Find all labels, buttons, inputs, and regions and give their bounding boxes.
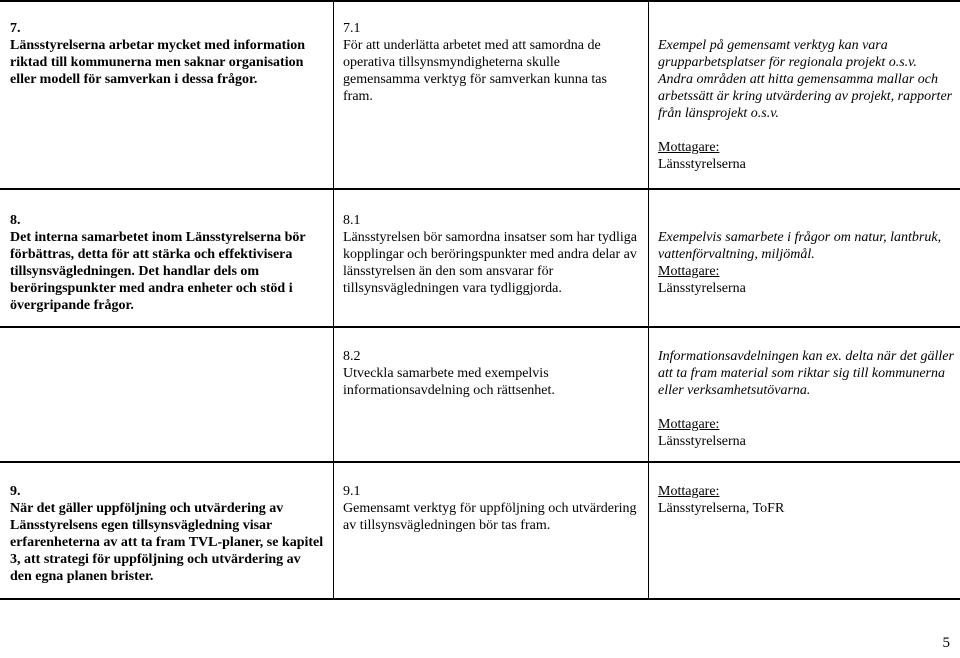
problem-text: När det gäller uppföljning och utvärdering av Länsstyrelsens egen tillsynsvägledning visar erfarenheterna av att ta fram TVL-planer, se kapitel 3, att strategi för uppföljning och utvärdering av den egna planen brister. [10,501,324,584]
recipient-label: Mottagare: [658,484,720,499]
example-cell-8-1 [658,229,954,297]
recipient-label: Mottagare: [658,264,720,279]
recipient: Länsstyrelserna [658,157,746,172]
measure-cell-7-1 [343,20,639,105]
recipient-label: Mottagare: [658,140,720,155]
problem-number: 8. [10,213,21,228]
measure-text: Gemensamt verktyg för uppföljning och utvärdering av tillsynsvägledningen bör tas fram. [343,501,637,533]
measure-number: 9.1 [343,484,361,499]
problem-cell-7 [10,20,325,88]
problem-text: Länsstyrelserna arbetar mycket med information riktad till kommunerna men saknar organisation eller modell för samverkan i dessa frågor. [10,38,305,87]
problem-cell-9 [10,483,325,585]
measure-number: 8.1 [343,213,361,228]
problem-cell-8 [10,212,325,314]
table-rule [0,598,960,600]
example-cell-7-1 [658,37,954,173]
recipient: Länsstyrelserna [658,281,746,296]
problem-text: Det interna samarbetet inom Länsstyrelserna bör förbättras, detta för att stärka och effektivisera tillsynsvägledningen. Det handlar dels om beröringspunkter med andra enheter och stöd i övergripande frågor. [10,230,306,313]
table-rule [0,326,960,328]
example-text: Exempel på gemensamt verktyg kan vara grupparbetsplatser för regionala projekt o.s.v. Andra områden att hitta gemensamma mallar och arbetssätt är kring utvärdering av projekt, rapporter från länsprojekt o.s.v. [658,38,953,121]
problem-number: 7. [10,21,21,36]
recipient-label: Mottagare: [658,417,720,432]
measure-cell-8-2 [343,348,639,399]
table-rule [0,188,960,190]
problem-number: 9. [10,484,21,499]
measure-cell-9-1 [343,483,639,534]
table-rule [0,461,960,463]
table-rule [0,0,960,2]
measure-text: Länsstyrelsen bör samordna insatser som har tydliga kopplingar och beröringspunkter med andra delar av länsstyrelsen än den som ansvarar för tillsynsvägledningen vara tydliggjorda. [343,230,637,296]
measure-text: Utveckla samarbete med exempelvis informationsavdelning och rättsenhet. [343,366,555,398]
column-divider [333,0,334,600]
example-text: Informationsavdelningen kan ex. delta när det gäller att ta fram material som riktar sig till kommunerna eller verksamhetsutövarna. [658,349,954,398]
recipient: Länsstyrelserna, ToFR [658,501,785,516]
example-text: Exempelvis samarbete i frågor om natur, lantbruk, vattenförvaltning, miljömål. [658,230,942,262]
measure-text: För att underlätta arbetet med att samordna de operativa tillsynsmyndigheterna skulle gemensamma verktyg för samverkan kunna tas fram. [343,38,607,104]
measure-number: 7.1 [343,21,361,36]
example-cell-8-2 [658,348,954,450]
measure-cell-8-1 [343,212,639,297]
measure-number: 8.2 [343,349,361,364]
column-divider [648,0,649,600]
recipient-cell-9-1 [658,483,954,517]
page-number: 5 [942,635,950,651]
recipient: Länsstyrelserna [658,434,746,449]
